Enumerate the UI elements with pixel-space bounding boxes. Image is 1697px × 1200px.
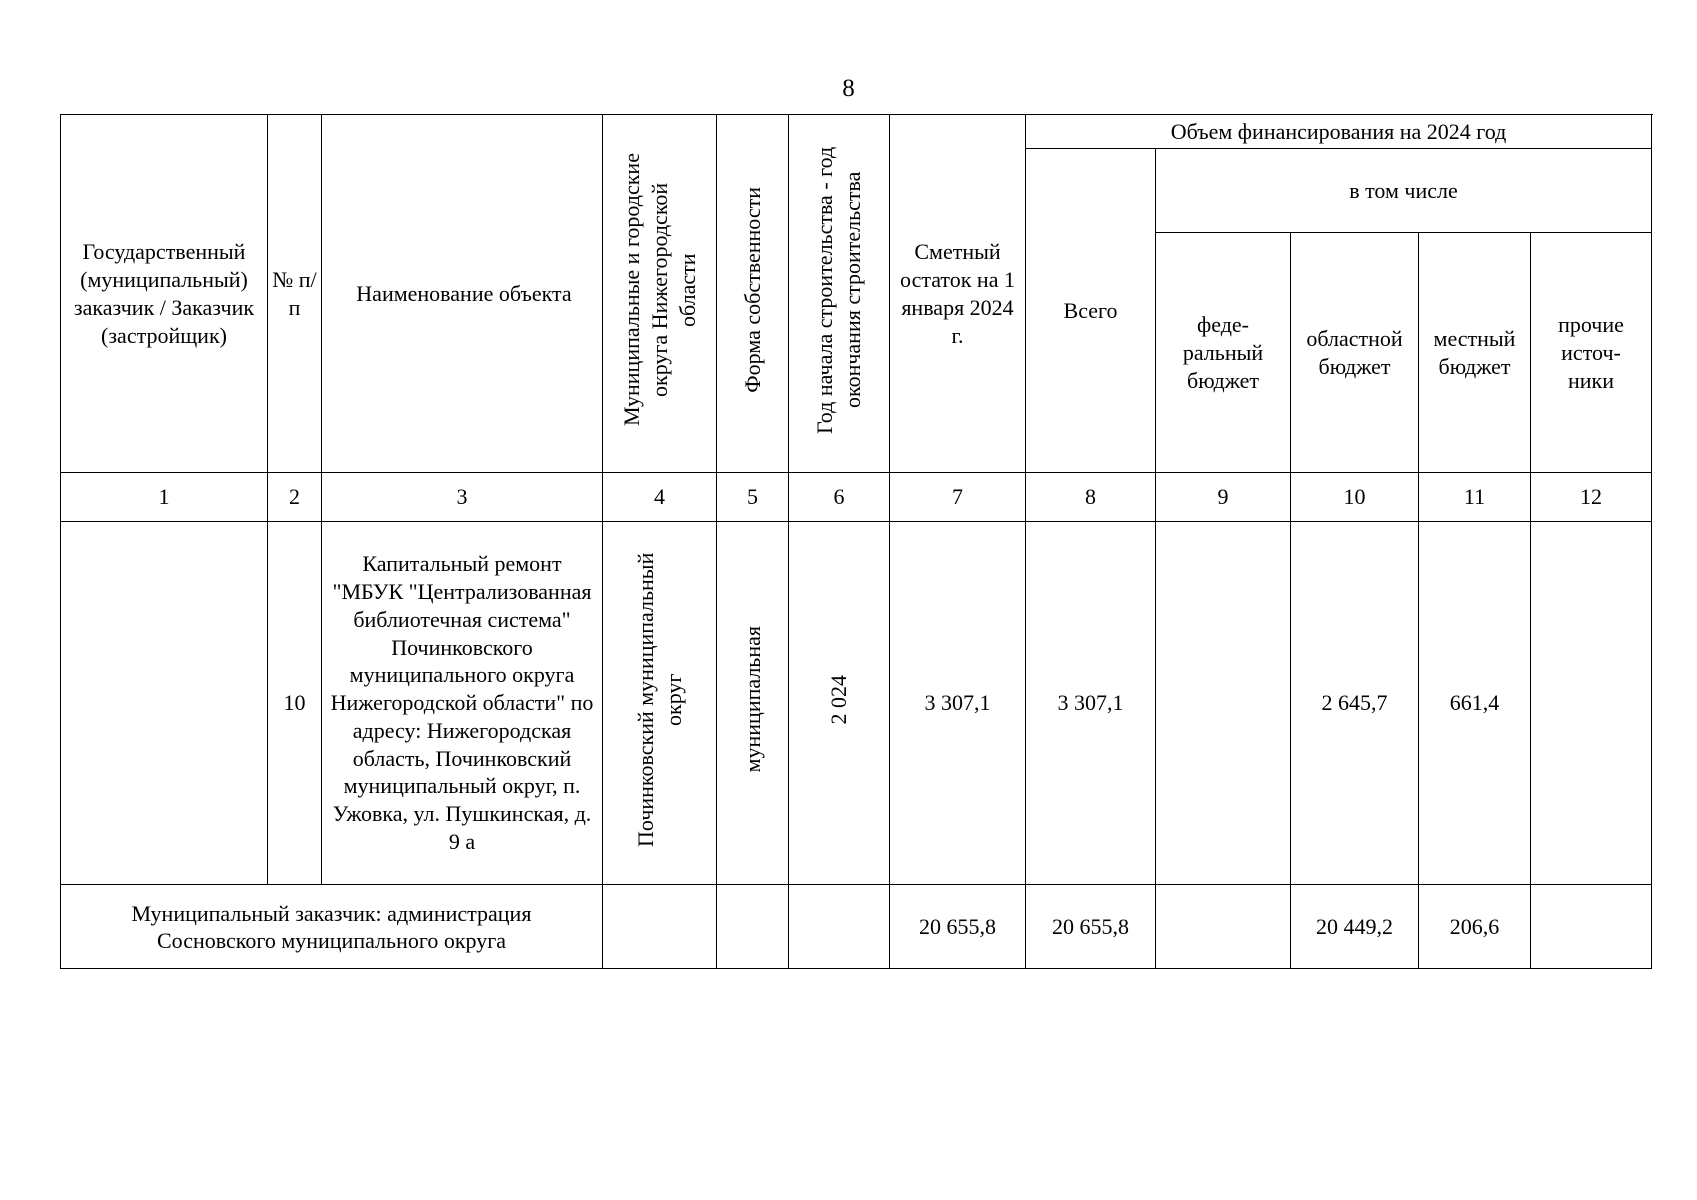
header-federal-budget: феде-ральный бюджет (1156, 233, 1291, 473)
header-regional-budget: областной бюджет (1291, 233, 1419, 473)
column-number: 8 (1026, 473, 1156, 522)
table-row (61, 522, 1652, 885)
column-number: 10 (1291, 473, 1419, 522)
header-ownership-form-text: Форма собственности (739, 187, 765, 393)
header-row-1 (61, 115, 1652, 149)
subtotal-local: 206,6 (1419, 885, 1531, 969)
header-object-name: Наименование объекта (322, 115, 603, 473)
header-number: № п/п (268, 115, 322, 473)
column-number: 3 (322, 473, 603, 522)
subtotal-district (603, 885, 717, 969)
column-number: 7 (890, 473, 1026, 522)
column-number: 2 (268, 473, 322, 522)
header-construction-years (789, 115, 890, 473)
subtotal-ownership (717, 885, 789, 969)
row-ownership-text: муниципальная (739, 626, 765, 773)
column-number: 6 (789, 473, 890, 522)
row-local: 661,4 (1419, 522, 1531, 885)
row-estimated-balance: 3 307,1 (890, 522, 1026, 885)
subtotal-total: 20 655,8 (1026, 885, 1156, 969)
financing-table (60, 114, 1652, 969)
header-financing-volume: Объем финансирования на 2024 год (1026, 115, 1652, 149)
row-years (789, 522, 890, 885)
header-estimated-balance: Сметный остаток на 1 января 2024 г. (890, 115, 1026, 473)
row-number: 10 (268, 522, 322, 885)
header-including: в том числе (1156, 149, 1652, 233)
header-total: Всего (1026, 149, 1156, 473)
column-number: 11 (1419, 473, 1531, 522)
row-district-text: Починковский муниципальный округ (632, 552, 686, 847)
row-ownership (717, 522, 789, 885)
row-object-name: Капитальный ремонт "МБУК "Централизованная библиотечная система" Починковского муниципального округа Нижегородской области" по адресу: Нижегородская область, Починковский муниципальный округ, п. Ужовка, ул. Пушкинская, д. 9 а (322, 522, 603, 885)
subtotal-estimated-balance: 20 655,8 (890, 885, 1026, 969)
column-number: 9 (1156, 473, 1291, 522)
header-municipal-districts-text: Муниципальные и городские округа Нижегородской области (618, 153, 700, 427)
row-total: 3 307,1 (1026, 522, 1156, 885)
header-other-sources: прочие источ-ники (1531, 233, 1652, 473)
subtotal-row (61, 885, 1652, 969)
header-local-budget: местный бюджет (1419, 233, 1531, 473)
row-customer (61, 522, 268, 885)
row-federal (1156, 522, 1291, 885)
row-regional: 2 645,7 (1291, 522, 1419, 885)
header-construction-years-text: Год начала строительства - год окончания строительства (812, 146, 865, 434)
row-other (1531, 522, 1652, 885)
column-numbers-row (61, 473, 1652, 522)
column-number: 4 (603, 473, 717, 522)
header-customer: Государственный (муниципальный) заказчик / Заказчик (застройщик) (61, 115, 268, 473)
subtotal-regional: 20 449,2 (1291, 885, 1419, 969)
row-district (603, 522, 717, 885)
column-number: 5 (717, 473, 789, 522)
page-number: 8 (842, 75, 855, 102)
row-years-text: 2 024 (826, 674, 851, 725)
subtotal-label: Муниципальный заказчик: администрация Сосновского муниципального округа (61, 885, 603, 969)
column-number: 12 (1531, 473, 1652, 522)
header-municipal-districts (603, 115, 717, 473)
column-number: 1 (61, 473, 268, 522)
subtotal-years (789, 885, 890, 969)
header-ownership-form (717, 115, 789, 473)
subtotal-federal (1156, 885, 1291, 969)
subtotal-other (1531, 885, 1652, 969)
